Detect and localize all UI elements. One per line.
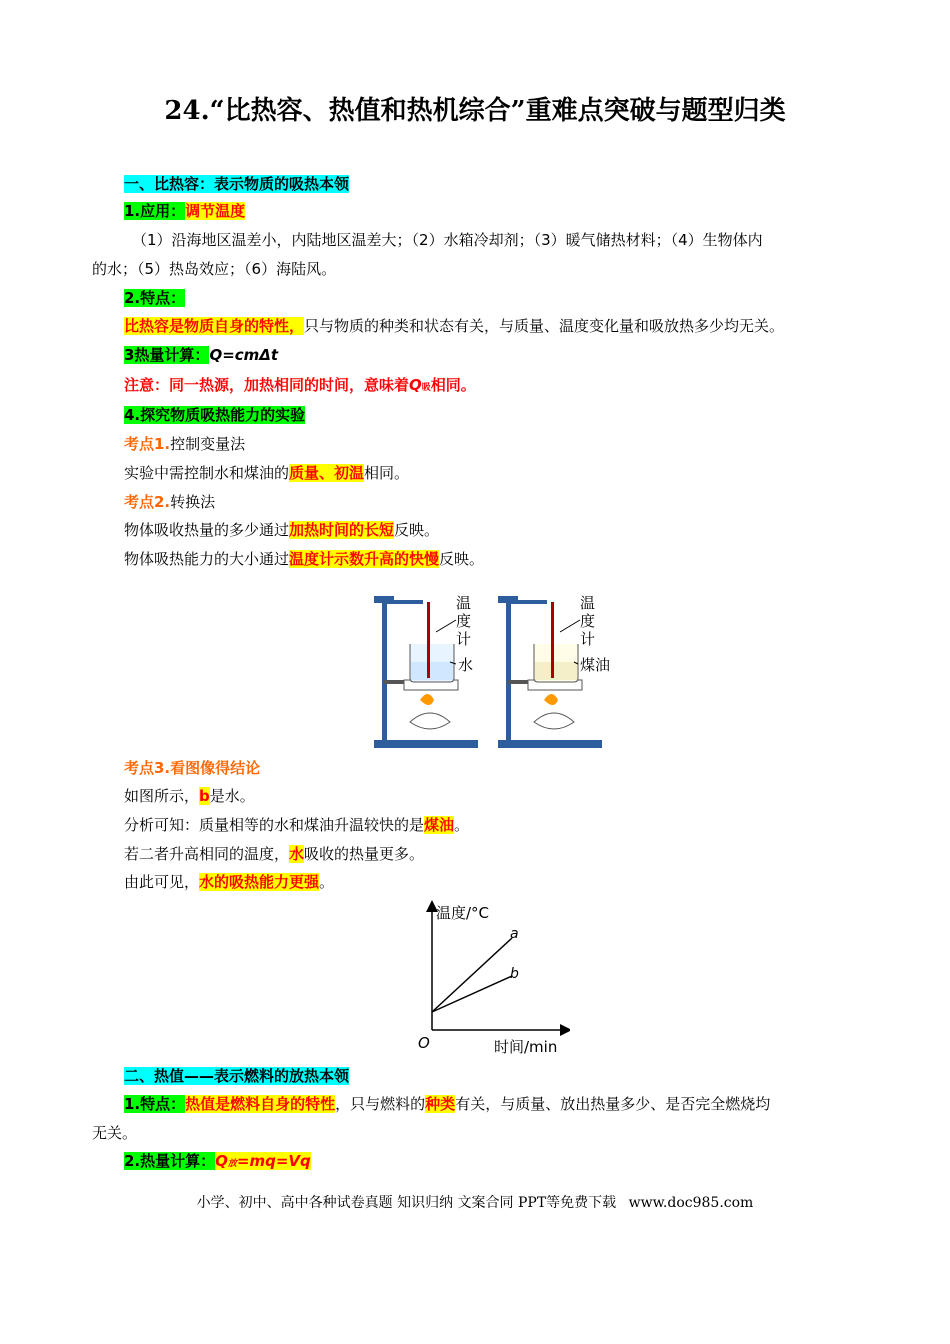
applications-line-1: （1）沿海地区温差小，内陆地区温差大；（2）水箱冷却剂；（3）暖气储热材料；（4）生物体内: [132, 231, 763, 249]
point-2-desc-1: 物体吸收热量的多少通过加热时间的长短反映。: [124, 521, 440, 539]
x-axis-label: 时间/min: [494, 1038, 558, 1056]
feature-label-row: 2.特点：: [124, 289, 186, 307]
point-1-desc: 实验中需控制水和煤油的质量、初温相同。: [124, 464, 410, 482]
point-3-line-3: 若二者升高相同的温度，水吸收的热量更多。: [124, 845, 425, 863]
point-2-row: 考点2.转换法: [124, 493, 216, 511]
line-a: [432, 938, 512, 1012]
point-3-line-1: 如图所示，b是水。: [124, 787, 255, 805]
left-liquid-label: 水: [458, 656, 474, 674]
feature-text: 比热容是物质自身的特性，只与物质的种类和状态有关，与质量、温度变化量和吸放热多少均无关。: [124, 317, 785, 335]
footer-text: 小学、初中、高中各种试卷真题 知识归纳 文案合同 PPT等免费下载: [196, 1195, 617, 1211]
point-3-line-4: 由此可见，水的吸热能力更强。: [124, 873, 335, 891]
apparatus-figure: [370, 582, 616, 750]
point-1-row: 考点1.控制变量法: [124, 435, 246, 453]
line-b-label: b: [510, 966, 519, 982]
y-axis-label: 温度/°C: [436, 904, 490, 922]
applications-line-2: 的水；（5）热岛效应；（6）海陆风。: [92, 260, 337, 278]
temperature-time-graph: [414, 900, 570, 1058]
right-thermometer-label-1: 温: [580, 594, 596, 612]
origin-label: O: [418, 1034, 430, 1052]
right-thermometer-label-2: 度: [580, 612, 596, 630]
line-a-label: a: [510, 926, 519, 942]
section-1-heading: 一、比热容：表示物质的吸热本领: [124, 175, 350, 193]
note-row: 注意：同一热源，加热相同的时间，意味着Q吸相同。: [124, 376, 476, 394]
line-b: [432, 976, 512, 1012]
left-thermometer-label-2: 度: [456, 612, 472, 630]
right-thermometer-label-3: 计: [580, 630, 596, 648]
heat-value-feature: 1.特点：热值是燃料自身的特性，只与燃料的种类有关，与质量、放出热量多少、是否完全燃烧均: [124, 1095, 771, 1113]
point-3-heading: 考点3.看图像得结论: [124, 759, 261, 777]
section-2-heading: 二、热值——表示燃料的放热本领: [124, 1067, 350, 1085]
heat-value-feature-wrap: 无关。: [92, 1124, 138, 1142]
point-2-desc-2: 物体吸热能力的大小通过温度计示数升高的快慢反映。: [124, 550, 485, 568]
point-3-line-2: 分析可知：质量相等的水和煤油升温较快的是煤油。: [124, 816, 470, 834]
footer-site: www.doc985.com: [628, 1195, 754, 1211]
right-liquid-label: 煤油: [580, 656, 611, 674]
page-footer: [0, 1192, 950, 1212]
application-row: 1.应用：调节温度: [124, 202, 246, 220]
heat-value-calc: 2.热量计算：Q放=mq=Vq: [124, 1152, 311, 1170]
experiment-heading: 4.探究物质吸热能力的实验: [124, 406, 306, 424]
left-thermometer-label-3: 计: [456, 630, 472, 648]
left-thermometer-label-1: 温: [456, 594, 472, 612]
page-title: 24.“比热容、热值和热机综合”重难点突破与题型归类: [164, 96, 786, 126]
heat-calc-row: 3热量计算：Q=cmΔt: [124, 346, 279, 364]
